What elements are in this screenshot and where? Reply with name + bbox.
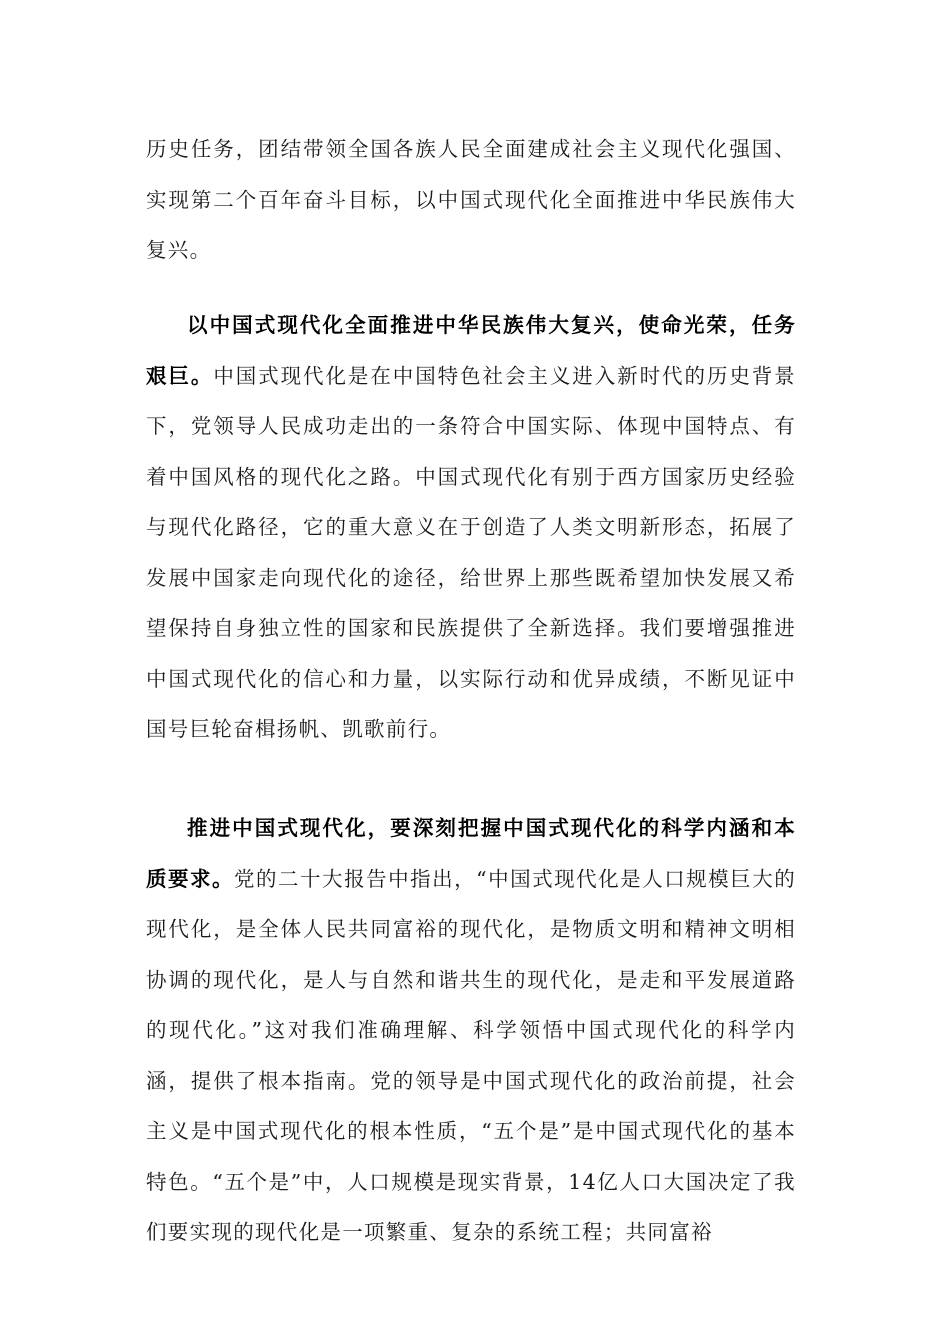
paragraph-2-lead: 以中国式现代化全面推进中华民族伟大复兴，使命光荣，任务艰巨。	[146, 313, 796, 388]
paragraph-3	[146, 803, 796, 1258]
paragraph-1-body: 历史任务，团结带领全国各族人民全面建成社会主义现代化强国、实现第二个百年奋斗目标，以中国式现代化全面推进中华民族伟大复兴。	[146, 137, 796, 262]
paragraph-1	[146, 124, 796, 276]
paragraph-2	[146, 300, 796, 755]
paragraph-2-body: 中国式现代化是在中国特色社会主义进入新时代的历史背景下，党领导人民成功走出的一条符合中国实际、体现中国特点、有着中国风格的现代化之路。中国式现代化有别于西方国家历史经验与现代化路径，它的重大意义在于创造了人类文明新形态，拓展了发展中国家走向现代化的途径，给世界上那些既希望加快发展又希望保持自身独立性的国家和民族提供了全新选择。我们要增强推进中国式现代化的信心和力量，以实际行动和优异成绩，不断见证中国号巨轮奋楫扬帆、凯歌前行。	[146, 363, 796, 741]
paragraph-3-body: 党的二十大报告中指出，“中国式现代化是人口规模巨大的现代化，是全体人民共同富裕的现代化，是物质文明和精神文明相协调的现代化，是人与自然和谐共生的现代化，是走和平发展道路的现代化。”这对我们准确理解、科学领悟中国式现代化的科学内涵，提供了根本指南。党的领导是中国式现代化的政治前提，社会主义是中国式现代化的根本性质，“五个是”是中国式现代化的基本特色。“五个是”中，人口规模是现实背景，14亿人口大国决定了我们要实现的现代化是一项繁重、复杂的系统工程；共同富裕	[146, 866, 796, 1244]
paragraph-3-lead: 推进中国式现代化，要深刻把握中国式现代化的科学内涵和本质要求。	[146, 816, 796, 891]
